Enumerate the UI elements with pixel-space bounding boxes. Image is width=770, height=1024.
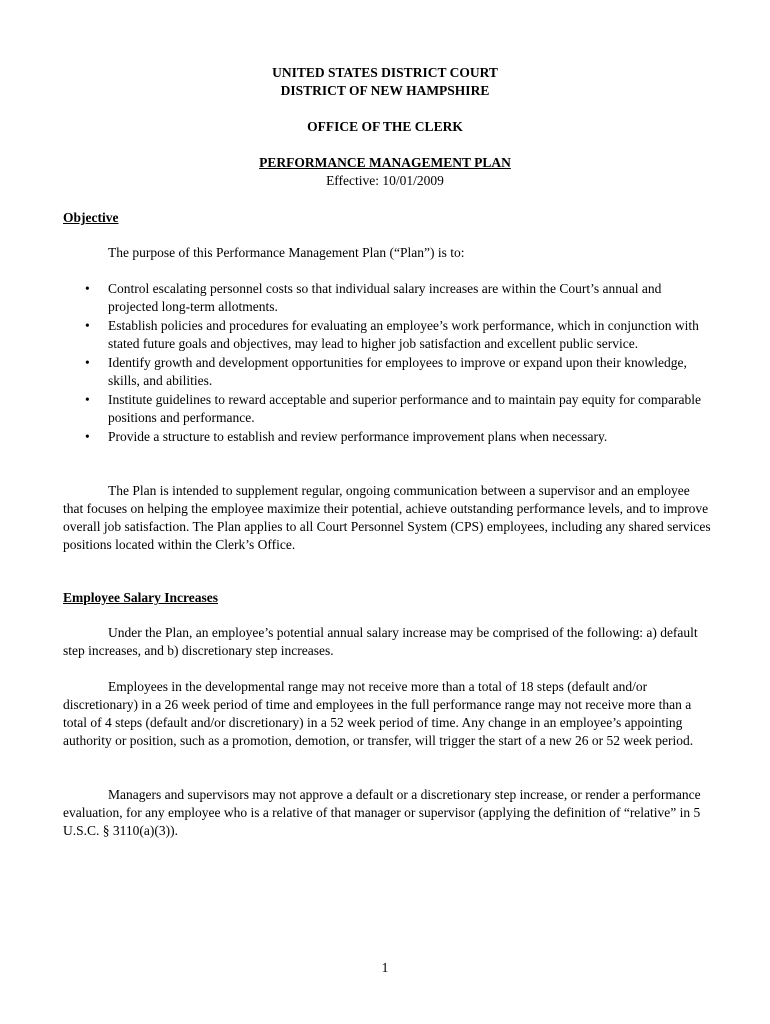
bullet-icon: • bbox=[85, 281, 90, 296]
objective-heading: Objective bbox=[63, 210, 119, 225]
objective-bullet-list bbox=[63, 280, 713, 447]
bullet-text: Institute guidelines to reward acceptable and superior performance and to maintain pay equity for comparable positions and performance. bbox=[108, 392, 702, 425]
court-name: UNITED STATES DISTRICT COURT bbox=[272, 65, 498, 80]
office-title: OFFICE OF THE CLERK bbox=[307, 119, 463, 134]
court-header bbox=[0, 64, 770, 100]
bullet-icon: • bbox=[85, 318, 90, 333]
salary-paragraph-1 bbox=[63, 624, 713, 660]
list-item bbox=[63, 280, 713, 316]
salary-paragraph-3 bbox=[63, 786, 713, 840]
list-item bbox=[63, 317, 713, 353]
bullet-icon: • bbox=[85, 355, 90, 370]
bullet-text: Establish policies and procedures for evaluating an employee’s work performance, which in conjunction with stated future goals and objectives, may lead to higher job satisfaction and excellent public service. bbox=[108, 318, 699, 351]
list-item bbox=[63, 391, 713, 427]
list-item bbox=[63, 354, 713, 390]
objective-intro-text: The purpose of this Performance Management Plan (“Plan”) is to: bbox=[108, 245, 465, 260]
bullet-text: Control escalating personnel costs so that individual salary increases are within the Court’s annual and projected long-term allotments. bbox=[108, 281, 662, 314]
salary-paragraph-3-text: Managers and supervisors may not approve a default or a discretionary step increase, or render a performance evaluation, for any employee who is a relative of that manager or supervisor (applying the definition of “relative” in 5 U.S.C. § 3110(a)(3)). bbox=[63, 787, 701, 838]
objective-closing-paragraph bbox=[63, 482, 713, 554]
plan-header bbox=[0, 154, 770, 190]
bullet-icon: • bbox=[85, 392, 90, 407]
page-number: 1 bbox=[381, 960, 389, 975]
effective-date: Effective: 10/01/2009 bbox=[326, 173, 444, 188]
salary-paragraph-2-text: Employees in the developmental range may not receive more than a total of 18 steps (default and/or discretionary) in a 26 week period of time and employees in the full performance range may not receive more than a total of 4 steps (default and/or discretionary) in a 52 week period of time. Any change in an employee’s appointing authority or position, such as a promotion, demotion, or transfer, will trigger the start of a new 26 or 52 week period. bbox=[63, 679, 694, 748]
salary-paragraph-1-text: Under the Plan, an employee’s potential annual salary increase may be comprised of the following: a) default step increases, and b) discretionary step increases. bbox=[63, 625, 698, 658]
salary-heading: Employee Salary Increases bbox=[63, 590, 218, 605]
bullet-text: Provide a structure to establish and review performance improvement plans when necessary. bbox=[108, 429, 608, 444]
plan-title: PERFORMANCE MANAGEMENT PLAN bbox=[259, 155, 511, 170]
objective-closing-text: The Plan is intended to supplement regular, ongoing communication between a supervisor and an employee that focuses on helping the employee maximize their potential, achieve outstanding performance levels, and to improve overall job satisfaction. The Plan applies to all Court Personnel System (CPS) employees, including any shared services positions located within the Clerk’s Office. bbox=[63, 483, 711, 552]
court-district: DISTRICT OF NEW HAMPSHIRE bbox=[280, 83, 490, 98]
objective-intro bbox=[63, 244, 713, 262]
salary-paragraph-2 bbox=[63, 678, 713, 750]
list-item bbox=[63, 428, 713, 446]
bullet-icon: • bbox=[85, 429, 90, 444]
bullet-text: Identify growth and development opportunities for employees to improve or expand upon their knowledge, skills, and abilities. bbox=[108, 355, 687, 388]
